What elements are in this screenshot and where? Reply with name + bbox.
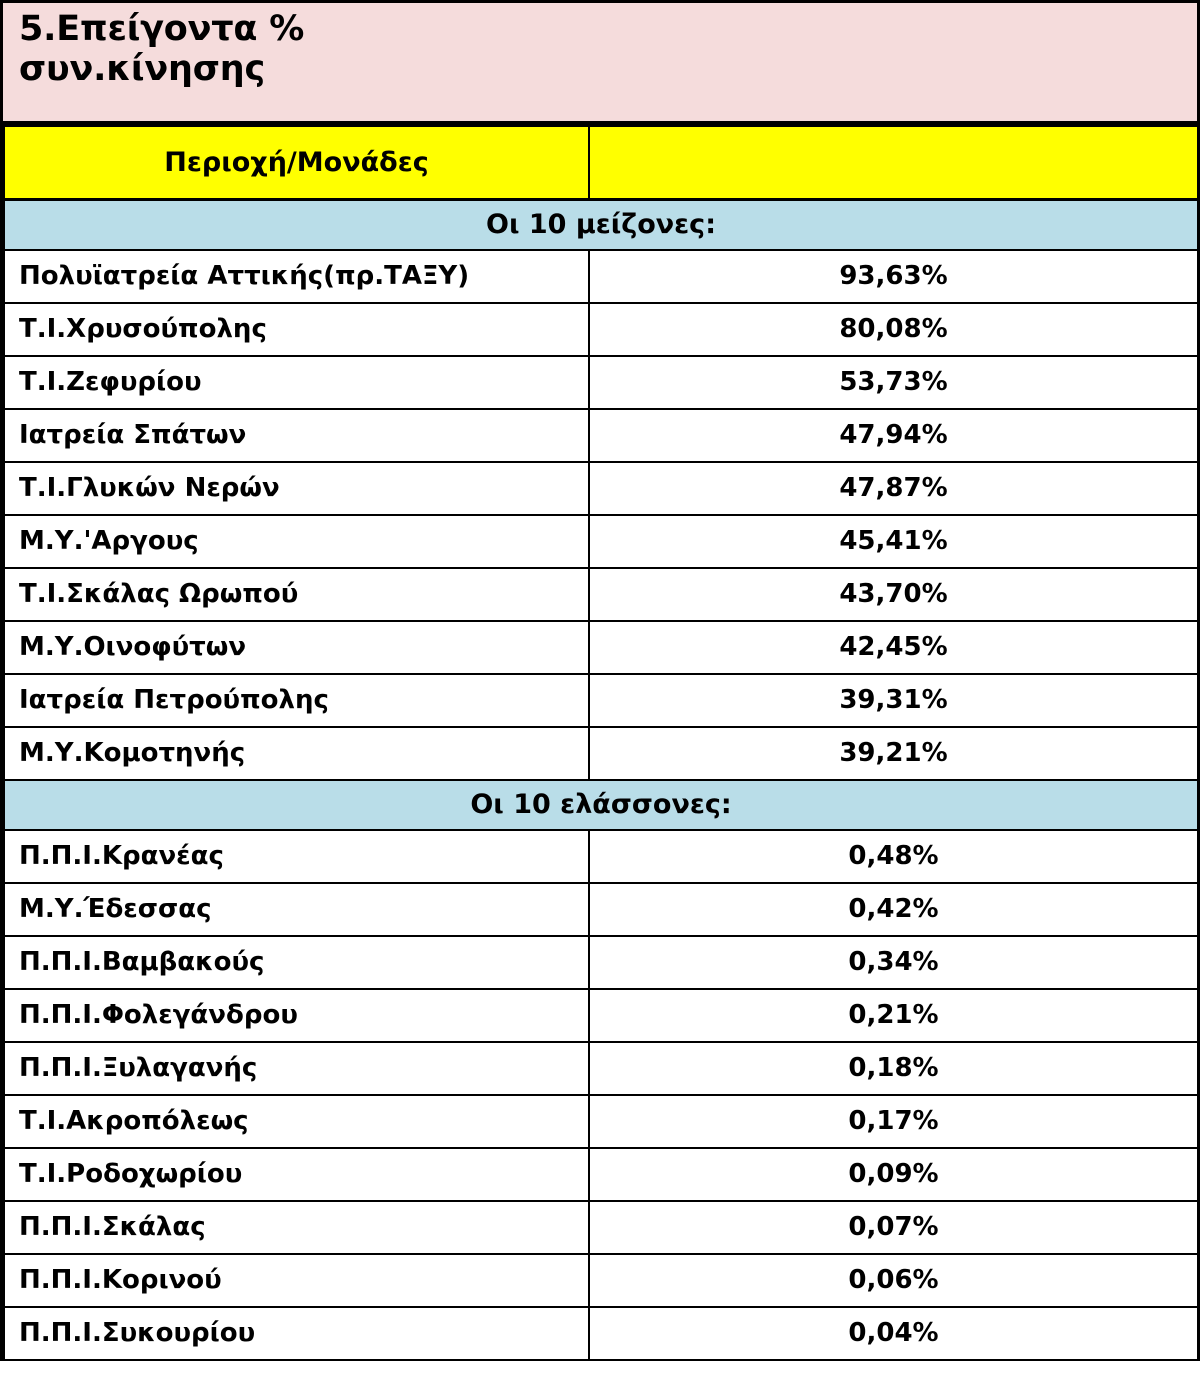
- row-label: Π.Π.Ι.Ξυλαγανής: [4, 1042, 589, 1095]
- row-value: 0,42%: [589, 883, 1198, 936]
- column-header-value: [589, 126, 1198, 200]
- row-label: Π.Π.Ι.Κορινού: [4, 1254, 589, 1307]
- row-value: 53,73%: [589, 356, 1198, 409]
- row-label: Π.Π.Ι.Συκουρίου: [4, 1307, 589, 1360]
- row-value: 39,21%: [589, 727, 1198, 780]
- table-row: [4, 727, 1198, 780]
- row-label: Ιατρεία Σπάτων: [4, 409, 589, 462]
- table-row: [4, 303, 1198, 356]
- row-label: Π.Π.Ι.Κρανέας: [4, 830, 589, 883]
- row-label: Μ.Υ.Έδεσσας: [4, 883, 589, 936]
- row-label: Μ.Υ.Οινοφύτων: [4, 621, 589, 674]
- section-header-minor: [4, 780, 1198, 830]
- row-label: Τ.Ι.Γλυκών Νερών: [4, 462, 589, 515]
- page-title-line-2: συν.κίνησης: [19, 49, 266, 90]
- row-value: 0,48%: [589, 830, 1198, 883]
- table-row: [4, 674, 1198, 727]
- row-label: Πολυϊατρεία Αττικής(πρ.ΤΑΞΥ): [4, 250, 589, 303]
- row-value: 43,70%: [589, 568, 1198, 621]
- row-label: Τ.Ι.Ροδοχωρίου: [4, 1148, 589, 1201]
- row-value: 47,87%: [589, 462, 1198, 515]
- row-label: Τ.Ι.Ακροπόλεως: [4, 1095, 589, 1148]
- row-value: 0,21%: [589, 989, 1198, 1042]
- table-row: [4, 568, 1198, 621]
- row-value: 0,06%: [589, 1254, 1198, 1307]
- row-label: Π.Π.Ι.Βαμβακούς: [4, 936, 589, 989]
- table-row: [4, 1307, 1198, 1360]
- row-value: 0,07%: [589, 1201, 1198, 1254]
- table-row: [4, 936, 1198, 989]
- table-row: [4, 830, 1198, 883]
- row-value: 0,09%: [589, 1148, 1198, 1201]
- row-value: 0,34%: [589, 936, 1198, 989]
- row-value: 0,17%: [589, 1095, 1198, 1148]
- section-header-minor-label: Οι 10 ελάσσονες:: [4, 780, 1198, 830]
- row-label: Τ.Ι.Ζεφυρίου: [4, 356, 589, 409]
- row-value: 93,63%: [589, 250, 1198, 303]
- page-title-line-1: 5.Επείγοντα %: [19, 9, 305, 49]
- table-row: [4, 250, 1198, 303]
- table-row: [4, 883, 1198, 936]
- table-row: [4, 1095, 1198, 1148]
- row-value: 0,04%: [589, 1307, 1198, 1360]
- row-label: Τ.Ι.Σκάλας Ωρωπού: [4, 568, 589, 621]
- row-value: 0,18%: [589, 1042, 1198, 1095]
- row-label: Τ.Ι.Χρυσούπολης: [4, 303, 589, 356]
- table-row: [4, 989, 1198, 1042]
- table-row: [4, 1148, 1198, 1201]
- row-value: 45,41%: [589, 515, 1198, 568]
- row-value: 39,31%: [589, 674, 1198, 727]
- table-row: [4, 1201, 1198, 1254]
- table-row: [4, 1042, 1198, 1095]
- data-table: [3, 124, 1199, 1361]
- table-row: [4, 462, 1198, 515]
- row-label: Μ.Υ.'Αργους: [4, 515, 589, 568]
- column-header-region: Περιοχή/Μονάδες: [4, 126, 589, 200]
- row-value: 47,94%: [589, 409, 1198, 462]
- row-label: Π.Π.Ι.Σκάλας: [4, 1201, 589, 1254]
- table-row: [4, 515, 1198, 568]
- section-header-major: [4, 200, 1198, 250]
- table-row: [4, 356, 1198, 409]
- table-header-row: [4, 126, 1198, 200]
- table-body: [4, 126, 1198, 1360]
- row-label: Π.Π.Ι.Φολεγάνδρου: [4, 989, 589, 1042]
- table-row: [4, 621, 1198, 674]
- row-value: 42,45%: [589, 621, 1198, 674]
- row-label: Ιατρεία Πετρούπολης: [4, 674, 589, 727]
- section-header-major-label: Οι 10 μείζονες:: [4, 200, 1198, 250]
- row-label: Μ.Υ.Κομοτηνής: [4, 727, 589, 780]
- table-row: [4, 1254, 1198, 1307]
- table-row: [4, 409, 1198, 462]
- title-block: [3, 0, 1197, 124]
- row-value: 80,08%: [589, 303, 1198, 356]
